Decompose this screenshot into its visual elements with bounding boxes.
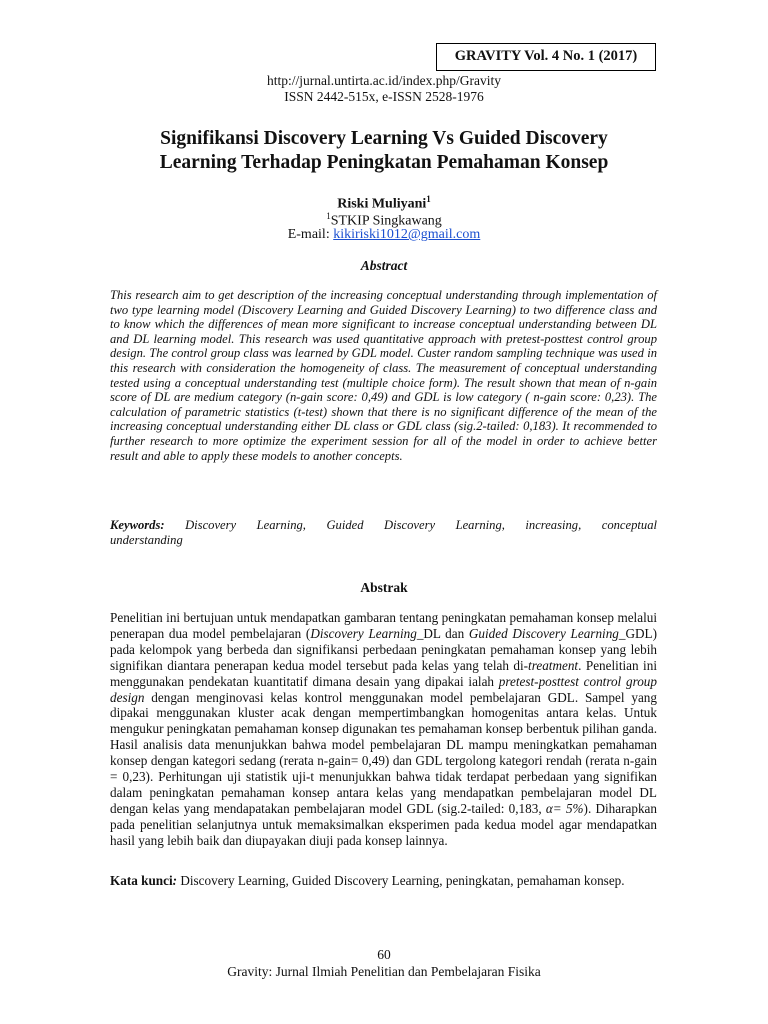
author-name: Riski Muliyani <box>337 196 427 212</box>
paper-title <box>0 127 768 174</box>
keywords-english <box>110 518 657 548</box>
abstrak-design-italic: pretest-posttest control group design <box>110 673 657 705</box>
email-label: E-mail: <box>287 227 334 242</box>
abstrak-part-4: . Penelitian ini menggunakan pendekatan kuantitatif dimana desain yang dipakai ialah <box>110 657 657 689</box>
journal-issue-box: GRAVITY Vol. 4 No. 1 (2017) <box>436 43 656 71</box>
title-line-1: Signifikansi Discovery Learning Vs Guided Discovery <box>160 128 608 149</box>
email-link[interactable]: kikiriski1012@gmail.com <box>333 227 481 242</box>
abstrak-dl-italic: Discovery Learning <box>310 625 417 641</box>
footer-journal-name: Gravity: Jurnal Ilmiah Penelitian dan Pembelajaran Fisika <box>227 964 541 979</box>
abstrak-heading: Abstrak <box>360 580 408 595</box>
email-line <box>0 226 768 243</box>
abstrak-treatment-italic: treatment <box>528 657 579 673</box>
abstract-heading: Abstract <box>360 258 408 273</box>
keywords-text: Discovery Learning, Guided Discovery Learning, increasing, conceptual understanding <box>110 518 657 547</box>
affiliation: STKIP Singkawang <box>330 213 442 229</box>
affiliation-superscript: 1 <box>326 211 331 221</box>
journal-url[interactable]: http://jurnal.untirta.ac.id/index.php/Gravity <box>267 73 501 88</box>
abstrak-part-6: ). Diharapkan pada penelitian selanjutnya untuk memaksimalkan eksperimen pada kedua model agar mendapatkan hasil yang lebih baik dan diupayakan diuji pada konsep lainnya. <box>110 800 658 848</box>
abstrak-indonesian-text <box>110 610 657 849</box>
keywords-label: Keywords: <box>110 518 165 532</box>
abstrak-gdl-italic: Guided Discovery Learning <box>468 625 619 641</box>
abstract-english-text: This research aim to get description of the increasing conceptual understanding through implementation of two type learning model (Discovery Learning and Guided Discovery Learning) to two difference class and to know which the differences of mean more significant to increase conceptual understanding between DL and DL learning model. This research was used quantitative approach with pretest-posttest control group design. The control group class was learned by GDL model. Custer random sampling technique was used in this research with consideration the homogeneity of class. The measurement of conceptual understanding tested using a conceptual understanding test (multiple choice form). The result shown that mean of n-gain score of DL are medium category (n-gain score: 0,49) and GDL is low category ( n-gain score: 0,23). The calculation of parametric statistics (t-test) shown that there is no significant difference of the mean of the increasing conceptual understanding either DL class or GDL class (sig.2-tailed: 0,183). It recommended to further research to more optimize the experiment session for all of the model in order to achieve better result and able to apply these models to another concepts. <box>110 288 657 463</box>
kata-kunci-label: Kata kunci <box>110 873 173 888</box>
author-superscript: 1 <box>426 194 431 204</box>
abstrak-part-1: Penelitian ini bertujuan untuk mendapatkan gambaran tentang peningkatan pemahaman konsep melalui penerapan dua model pembelajaran ( <box>110 610 657 641</box>
abstrak-alpha: α= 5% <box>545 800 584 816</box>
kata-kunci-colon: : <box>172 873 178 888</box>
abstrak-part-5: dengan menginovasi kelas kontrol menggunakan model pembelajaran GDL. Sampel yang dipakai menggunakan kluster acak dengan mempertimbangkan homogenitas antara kelas. Untuk mengukur peningkatan pemahaman konsep digunakan tes pemahaman konsep berbentuk pilihan ganda. Hasil analisis data menunjukkan bahwa model pembelajaran DL mampu meningkatkan pemahaman konsep dengan kategori sedang (rerata n-gain= 0,49) dan GDL tergolong kategori rendah (rerata n-gain = 0,23). Perhitungan uji statistik uji-t menunjukkan bahwa tidak terdapat perbedaan yang signifikan dalam peningkatan pemahaman konsep antara kelas yang mendapatkan pembelajaran model DL dengan kelas yang mendapatakan pembelajaran model GDL (sig.2-tailed: 0,183, <box>110 689 657 816</box>
page-number: 60 <box>377 947 391 962</box>
kata-kunci-line <box>110 873 670 889</box>
issn-line: ISSN 2442-515x, e-ISSN 2528-1976 <box>284 89 484 104</box>
abstrak-part-2: _DL dan <box>416 625 469 641</box>
title-line-2: Learning Terhadap Peningkatan Pemahaman Konsep <box>159 151 609 173</box>
abstrak-part-3: _GDL) pada kelompok yang berbeda dan signifikansi perbedaan peningkatan pemahaman konsep yang lebih signifikan diantara penerapan kedua model tersebut pada kelas yang telah di- <box>110 625 657 673</box>
kata-kunci-text: Discovery Learning, Guided Discovery Learning, peningkatan, pemahaman konsep. <box>177 873 625 888</box>
